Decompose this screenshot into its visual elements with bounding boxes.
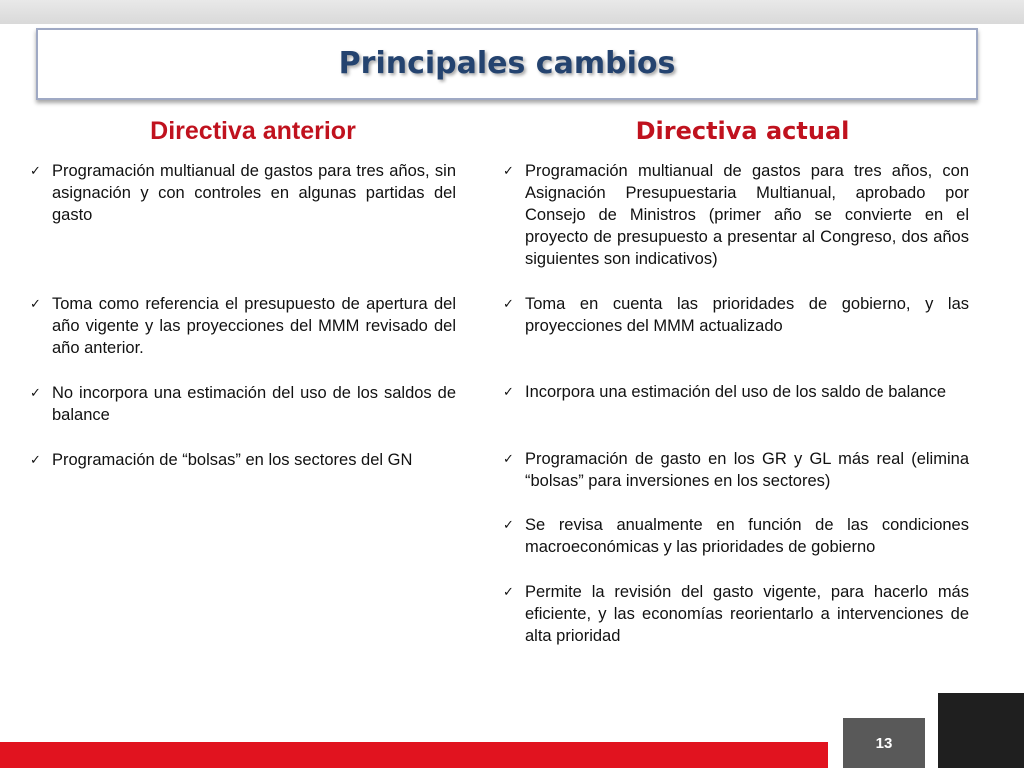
left-bullet-text: No incorpora una estimación del uso de los saldos de balance	[52, 384, 456, 424]
checkmark-icon: ✓	[30, 296, 41, 311]
top-decorative-band	[0, 0, 1024, 24]
slide-title: Principales cambios	[338, 46, 676, 81]
checkmark-icon: ✓	[30, 163, 41, 178]
right-bullet-text: Incorpora una estimación del uso de los saldo de balance	[525, 383, 947, 401]
left-bullet-text: Toma como referencia el presupuesto de apertura del año vigente y las proyecciones del MMM revisado del año anterior.	[52, 295, 456, 357]
right-bullet-text: Programación de gasto en los GR y GL más real (elimina “bolsas” para inversiones en los sectores)	[525, 450, 969, 490]
right-bullet-text: Permite la revisión del gasto vigente, para hacerlo más eficiente, y las economías reorientarlo a intervenciones de alta prioridad	[525, 583, 969, 645]
checkmark-icon: ✓	[503, 584, 514, 599]
checkmark-icon: ✓	[503, 296, 514, 311]
left-bullet	[30, 449, 456, 471]
left-bullet-text: Programación de “bolsas” en los sectores del GN	[52, 451, 413, 469]
right-column-heading: Directiva actual	[635, 117, 850, 145]
left-bullet-text: Programación multianual de gastos para tres años, sin asignación y con controles en algunas partidas del gasto	[52, 162, 456, 224]
checkmark-icon: ✓	[503, 384, 514, 399]
left-bullet	[30, 160, 456, 226]
checkmark-icon: ✓	[503, 451, 514, 466]
right-bullet	[503, 581, 969, 647]
checkmark-icon: ✓	[30, 385, 41, 400]
page-number: 13	[843, 718, 925, 768]
right-bullet-text: Toma en cuenta las prioridades de gobierno, y las proyecciones del MMM actualizado	[525, 295, 969, 335]
right-bullet-text: Se revisa anualmente en función de las condiciones macroeconómicas y las prioridades de gobierno	[525, 516, 969, 556]
left-bullet	[30, 382, 456, 426]
right-bullet	[503, 381, 969, 403]
right-bullet	[503, 514, 969, 558]
left-bullet	[30, 293, 456, 359]
bottom-red-bar	[0, 742, 828, 768]
corner-dark-block	[938, 693, 1024, 768]
checkmark-icon: ✓	[30, 452, 41, 467]
title-box	[36, 28, 978, 100]
checkmark-icon: ✓	[503, 517, 514, 532]
right-bullet-text: Programación multianual de gastos para tres años, con Asignación Presupuestaria Multianual, aprobado por Consejo de Ministros (primer año se convierte en el proyecto de presupuesto a presentar al Congreso, dos años siguientes son indicativos)	[525, 162, 969, 268]
right-bullet	[503, 448, 969, 492]
right-bullet	[503, 160, 969, 270]
checkmark-icon: ✓	[503, 163, 514, 178]
left-column-heading: Directiva anterior	[150, 117, 356, 145]
right-bullet	[503, 293, 969, 337]
